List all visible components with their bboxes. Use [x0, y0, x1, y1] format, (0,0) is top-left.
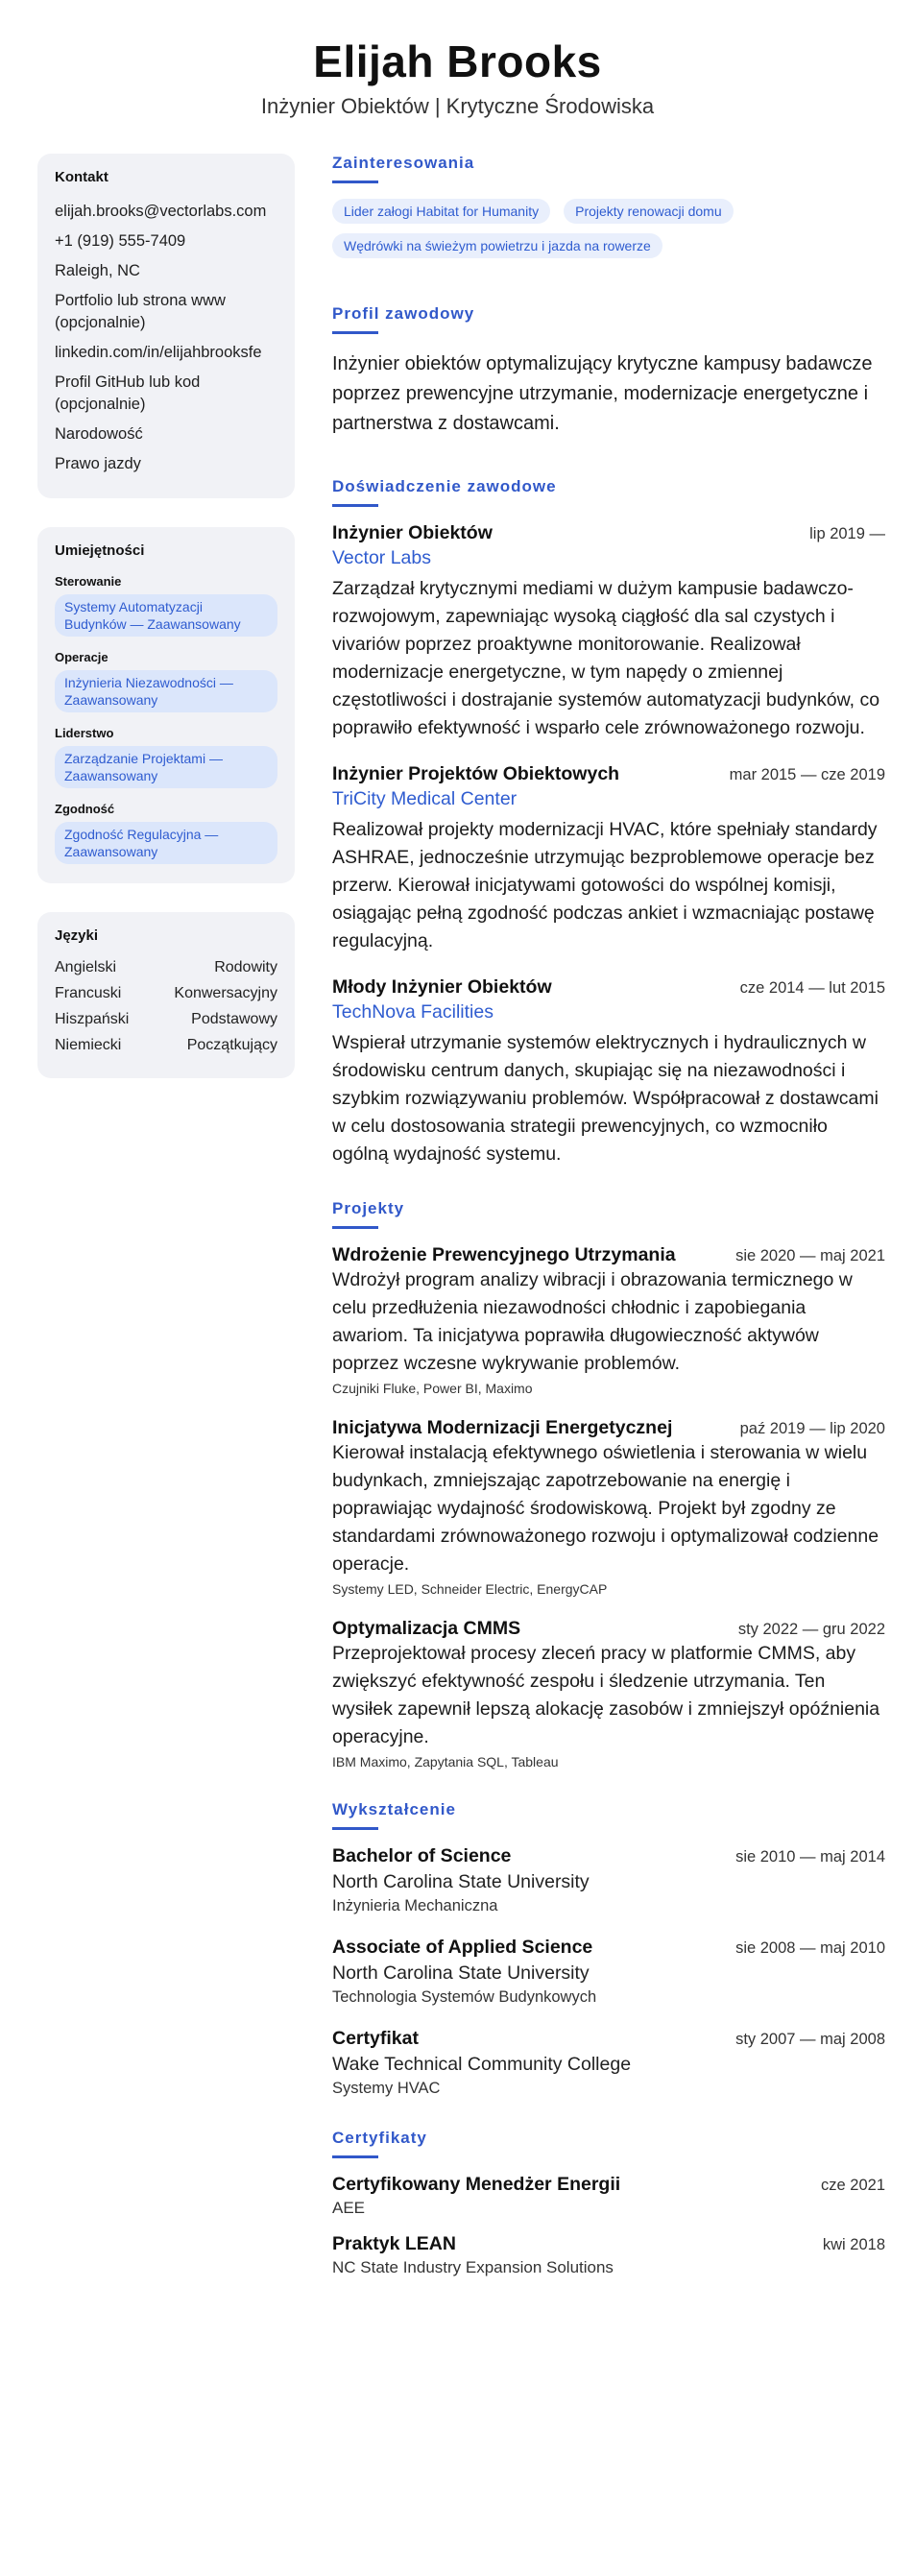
section-title: Zainteresowania [332, 154, 475, 172]
field-of-study: Systemy HVAC [332, 2080, 441, 2097]
project-entry [332, 1244, 885, 1396]
job-title: Młody Inżynier Obiektów [332, 976, 552, 998]
language-row [55, 1037, 277, 1054]
employer: Vector Labs [332, 547, 431, 568]
project-description: Przeprojektował procesy zleceń pracy w platformie CMMS, aby zwiększyć efektywność zespołu i śledzenie utrzymania. Ten wysiłek zapewnił lepszą alokację zasobów i zmniejszył opóźnienia operacyjne. [332, 1643, 880, 1747]
contact-nationality: Narodowość [55, 425, 143, 443]
skills-title: Umiejętności [55, 542, 145, 559]
interest-tag: Wędrówki na świeżym powietrzu i jazda na rowerze [332, 233, 662, 258]
sidebar [37, 154, 295, 1107]
interest-tag: Lider załogi Habitat for Humanity [332, 199, 550, 224]
interest-tag: Projekty renowacji domu [564, 199, 734, 224]
skill-chip: Inżynieria Niezawodności — Zaawansowany [55, 670, 277, 712]
experience-entry [332, 976, 885, 1168]
contact-location: Raleigh, NC [55, 262, 140, 279]
skill-group [55, 574, 277, 637]
language-row [55, 1011, 277, 1028]
projects-section [332, 1199, 885, 1769]
education-entry [332, 1845, 885, 1915]
contact-linkedin[interactable]: linkedin.com/in/elijahbrooksfe [55, 344, 262, 361]
project-tools: Czujniki Fluke, Power BI, Maximo [332, 1381, 533, 1396]
project-tools: IBM Maximo, Zapytania SQL, Tableau [332, 1754, 559, 1769]
project-date: paź 2019 — lip 2020 [739, 1420, 885, 1437]
section-divider [332, 1226, 378, 1229]
contact-portfolio: Portfolio lub strona www (opcjonalnie) [55, 292, 226, 331]
certification-issuer: NC State Industry Expansion Solutions [332, 2258, 614, 2276]
job-title: Inżynier Projektów Obiektowych [332, 763, 620, 784]
project-title: Wdrożenie Prewencyjnego Utrzymania [332, 1244, 676, 1265]
language-name: Angielski [55, 959, 117, 975]
language-row [55, 985, 277, 1002]
section-divider [332, 1827, 378, 1830]
language-row [55, 959, 277, 976]
contact-email[interactable]: elijah.brooks@vectorlabs.com [55, 203, 267, 220]
degree-title: Associate of Applied Science [332, 1937, 593, 1958]
skill-chip: Zgodność Regulacyjna — Zaawansowany [55, 822, 277, 864]
contact-title: Kontakt [55, 169, 108, 185]
skills-card [37, 527, 295, 883]
project-title: Inicjatywa Modernizacji Energetycznej [332, 1417, 673, 1438]
section-divider [332, 181, 378, 183]
interests-section [332, 154, 885, 258]
resume-header [0, 0, 915, 119]
experience-section [332, 477, 885, 1168]
job-date: cze 2014 — lut 2015 [739, 979, 885, 997]
profile-summary: Inżynier obiektów optymalizujący krytyczne kampusy badawcze poprzez prewencyjne utrzymanie, modernizacje energetyczne i partnerstwa z dostawcami. [332, 353, 873, 434]
certification-date: cze 2021 [821, 2177, 885, 2194]
language-name: Francuski [55, 985, 122, 1001]
section-title: Doświadczenie zawodowe [332, 477, 557, 495]
skill-category: Operacje [55, 650, 108, 664]
skill-group [55, 726, 277, 788]
project-description: Kierował instalacją efektywnego oświetlenia i sterowania w wielu budynkach, zmniejszając zapotrzebowanie na energię i poprawiając wydajność środowiskową. Projekt był zgodny ze standardami zrównoważonego rozwoju i optymalizował codzienne operacje. [332, 1442, 879, 1575]
skill-category: Zgodność [55, 802, 115, 816]
project-tools: Systemy LED, Schneider Electric, EnergyCAP [332, 1581, 608, 1597]
skill-group [55, 650, 277, 712]
skill-chip: Zarządzanie Projektami — Zaawansowany [55, 746, 277, 788]
certifications-section [332, 2129, 885, 2277]
certification-date: kwi 2018 [822, 2236, 885, 2253]
project-entry [332, 1618, 885, 1769]
contact-github: Profil GitHub lub kod (opcjonalnie) [55, 373, 201, 413]
language-name: Hiszpański [55, 1011, 130, 1027]
degree-title: Bachelor of Science [332, 1845, 512, 1866]
contact-card [37, 154, 295, 498]
language-level: Konwersacyjny [174, 985, 277, 1001]
candidate-headline: Inżynier Obiektów | Krytyczne Środowiska [260, 94, 655, 118]
education-entry [332, 1937, 885, 2007]
education-date: sie 2010 — maj 2014 [735, 1848, 885, 1866]
skill-chip: Systemy Automatyzacji Budynków — Zaawansowany [55, 594, 277, 637]
degree-title: Certyfikat [332, 2028, 419, 2049]
field-of-study: Inżynieria Mechaniczna [332, 1897, 498, 1914]
profile-section [332, 304, 885, 439]
certification-name: Certyfikowany Menedżer Energii [332, 2174, 621, 2195]
project-date: sty 2022 — gru 2022 [737, 1621, 885, 1638]
languages-card [37, 912, 295, 1078]
job-description: Zarządzał krytycznymi mediami w dużym kampusie badawczo-rozwojowym, zapewniając wysoką ciągłość dla sal czystych i vivariów poprzez proaktywne monitorowanie. Realizował modernizacje energetyczne, w tym napędy o zmiennej częstotliwości i dostrajanie systemów automatyzacji budynków, co poprawiło efektywność i wsparło cele zrównoważonego rozwoju. [332, 578, 880, 738]
project-date: sie 2020 — maj 2021 [735, 1247, 885, 1264]
certification-entry [332, 2174, 885, 2218]
project-entry [332, 1417, 885, 1597]
certification-issuer: AEE [332, 2199, 366, 2217]
section-divider [332, 504, 378, 507]
language-level: Rodowity [214, 959, 277, 975]
experience-entry [332, 763, 885, 955]
section-divider [332, 331, 378, 334]
job-description: Realizował projekty modernizacji HVAC, które spełniały standardy ASHRAE, jednocześnie utrzymując bezproblemowe operacje bez przerw. Kierował inicjatywami gotowości do wspólnej komisji, osiągając pełną zgodność podczas ankiet i wzmacniając postawę regulacyjną. [332, 819, 878, 951]
language-level: Początkujący [186, 1037, 277, 1053]
job-date: lip 2019 — [809, 525, 885, 542]
languages-title: Języki [55, 927, 99, 944]
contact-driving-license: Prawo jazdy [55, 455, 141, 472]
employer: TechNova Facilities [332, 1001, 494, 1023]
field-of-study: Technologia Systemów Budynkowych [332, 1988, 597, 2006]
skill-group [55, 802, 277, 864]
job-description: Wspierał utrzymanie systemów elektrycznych i hydraulicznych w środowisku centrum danych, skupiając się na niezawodności i szybkim rozwiązywaniu problemów. Współpracował z dostawcami w celu dostosowania strategii prewencyjnych, co wzmocniło ogólną wydajność systemu. [332, 1032, 879, 1165]
interest-tags [332, 199, 885, 258]
certification-name: Praktyk LEAN [332, 2233, 456, 2254]
language-level: Podstawowy [191, 1011, 277, 1027]
job-title: Inżynier Obiektów [332, 522, 493, 543]
skill-category: Liderstwo [55, 726, 114, 740]
school-name: Wake Technical Community College [332, 2054, 632, 2075]
section-title: Projekty [332, 1199, 405, 1217]
education-section [332, 1800, 885, 2098]
language-name: Niemiecki [55, 1037, 122, 1053]
main-column [332, 154, 885, 2299]
school-name: North Carolina State University [332, 1871, 590, 1892]
skill-category: Sterowanie [55, 574, 122, 589]
project-description: Wdrożył program analizy wibracji i obrazowania termicznego w celu przedłużenia niezawodności chłodnic i zapobiegania awariom. Ta inicjatywa poprawiła długowieczność aktywów poprzez wczesne wykrywanie problemów. [332, 1269, 853, 1374]
experience-entry [332, 522, 885, 742]
section-title: Certyfikaty [332, 2129, 427, 2147]
certification-entry [332, 2233, 885, 2277]
education-date: sie 2008 — maj 2010 [735, 1939, 885, 1957]
job-date: mar 2015 — cze 2019 [729, 766, 885, 783]
section-divider [332, 2155, 378, 2158]
employer: TriCity Medical Center [332, 788, 518, 809]
section-title: Wykształcenie [332, 1800, 456, 1818]
school-name: North Carolina State University [332, 1962, 590, 1984]
contact-phone[interactable]: +1 (919) 555-7409 [55, 232, 186, 250]
section-title: Profil zawodowy [332, 304, 475, 323]
education-entry [332, 2028, 885, 2098]
education-date: sty 2007 — maj 2008 [735, 2031, 885, 2048]
project-title: Optymalizacja CMMS [332, 1618, 521, 1639]
candidate-name: Elijah Brooks [313, 36, 602, 86]
